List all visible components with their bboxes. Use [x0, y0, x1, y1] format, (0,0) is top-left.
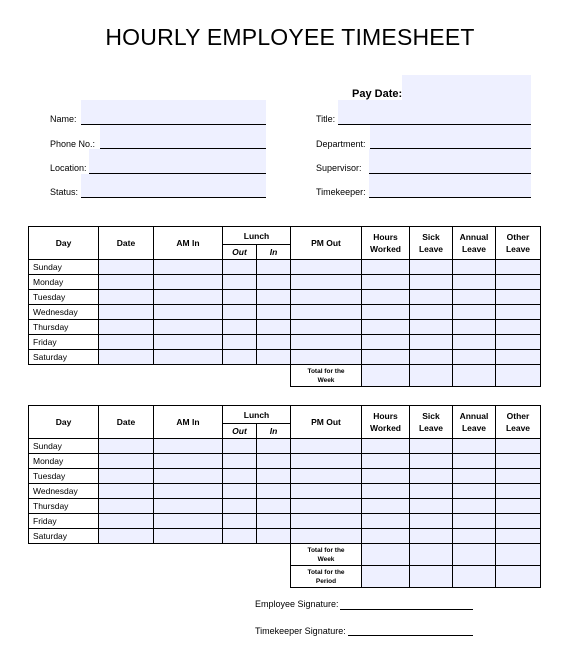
sick-leave-cell[interactable]	[410, 499, 453, 514]
lunch-out-cell[interactable]	[223, 305, 257, 320]
table-row	[29, 305, 541, 320]
timekeeper-label: Timekeeper:	[316, 187, 366, 197]
header-am-in: AM In	[154, 406, 223, 439]
header-day: Day	[29, 406, 99, 439]
week1-rows	[29, 260, 541, 387]
header-other-leave: Other Leave	[496, 227, 541, 260]
period-annual-cell[interactable]	[453, 566, 496, 588]
pm-out-cell[interactable]	[291, 335, 362, 350]
other-leave-cell[interactable]	[496, 529, 541, 544]
lunch-in-cell[interactable]	[257, 320, 291, 335]
am-in-cell[interactable]	[154, 320, 223, 335]
pm-out-cell[interactable]	[291, 290, 362, 305]
pm-out-cell[interactable]	[291, 514, 362, 529]
day-label: Monday	[29, 454, 99, 469]
header-other-leave: Other Leave	[496, 406, 541, 439]
header-annual-leave: Annual Leave	[453, 406, 496, 439]
week2-rows	[29, 439, 541, 588]
lunch-in-cell[interactable]	[257, 469, 291, 484]
header-day: Day	[29, 227, 99, 260]
pm-out-cell[interactable]	[291, 454, 362, 469]
total-week-label: Total for the Week	[291, 544, 362, 566]
header-pm-out: PM Out	[291, 406, 362, 439]
other-leave-cell[interactable]	[496, 469, 541, 484]
other-leave-cell[interactable]	[496, 454, 541, 469]
supervisor-field[interactable]	[369, 149, 531, 174]
hours-worked-cell[interactable]	[362, 305, 410, 320]
lunch-out-cell[interactable]	[223, 320, 257, 335]
name-label: Name:	[50, 114, 77, 124]
pm-out-cell[interactable]	[291, 320, 362, 335]
hours-worked-cell[interactable]	[362, 290, 410, 305]
hours-worked-cell[interactable]	[362, 484, 410, 499]
other-leave-cell[interactable]	[496, 514, 541, 529]
annual-leave-cell[interactable]	[453, 305, 496, 320]
other-leave-cell[interactable]	[496, 439, 541, 454]
day-label: Sunday	[29, 439, 99, 454]
date-cell[interactable]	[99, 335, 154, 350]
period-hours-cell[interactable]	[362, 566, 410, 588]
date-cell[interactable]	[99, 484, 154, 499]
hours-worked-cell[interactable]	[362, 454, 410, 469]
hours-worked-cell[interactable]	[362, 350, 410, 365]
hours-worked-cell[interactable]	[362, 499, 410, 514]
header-lunch-in: In	[257, 245, 291, 260]
date-cell[interactable]	[99, 290, 154, 305]
lunch-out-cell[interactable]	[223, 529, 257, 544]
table-row	[29, 335, 541, 350]
hours-worked-cell[interactable]	[362, 529, 410, 544]
pm-out-cell[interactable]	[291, 305, 362, 320]
total-annual-cell[interactable]	[453, 544, 496, 566]
date-cell[interactable]	[99, 439, 154, 454]
timekeeper-signature-line[interactable]	[348, 635, 473, 636]
header-lunch-out: Out	[223, 245, 257, 260]
sick-leave-cell[interactable]	[410, 335, 453, 350]
table-row	[29, 454, 541, 469]
total-week-label: Total for the Week	[291, 365, 362, 387]
annual-leave-cell[interactable]	[453, 454, 496, 469]
lunch-in-cell[interactable]	[257, 350, 291, 365]
day-label: Friday	[29, 335, 99, 350]
hours-worked-cell[interactable]	[362, 320, 410, 335]
sick-leave-cell[interactable]	[410, 275, 453, 290]
day-label: Saturday	[29, 529, 99, 544]
location-label: Location:	[50, 163, 87, 173]
am-in-cell[interactable]	[154, 439, 223, 454]
date-cell[interactable]	[99, 454, 154, 469]
department-field[interactable]	[370, 125, 531, 149]
timesheet-table-week1	[28, 226, 541, 387]
header-date: Date	[99, 406, 154, 439]
phone-label: Phone No.:	[50, 139, 96, 149]
day-label: Thursday	[29, 320, 99, 335]
header-lunch: Lunch	[223, 227, 291, 245]
name-field[interactable]	[81, 100, 266, 125]
annual-leave-cell[interactable]	[453, 290, 496, 305]
annual-leave-cell[interactable]	[453, 335, 496, 350]
header-am-in: AM In	[154, 227, 223, 260]
table-row	[29, 439, 541, 454]
header-lunch-out: Out	[223, 424, 257, 439]
pm-out-cell[interactable]	[291, 469, 362, 484]
period-sick-cell[interactable]	[410, 566, 453, 588]
header-date: Date	[99, 227, 154, 260]
other-leave-cell[interactable]	[496, 335, 541, 350]
sick-leave-cell[interactable]	[410, 290, 453, 305]
lunch-in-cell[interactable]	[257, 275, 291, 290]
page-title: HOURLY EMPLOYEE TIMESHEET	[105, 24, 475, 50]
lunch-out-cell[interactable]	[223, 499, 257, 514]
annual-leave-cell[interactable]	[453, 469, 496, 484]
sick-leave-cell[interactable]	[410, 469, 453, 484]
total-annual-cell[interactable]	[453, 365, 496, 387]
date-cell[interactable]	[99, 260, 154, 275]
day-label: Tuesday	[29, 290, 99, 305]
table-row	[29, 260, 541, 275]
lunch-out-cell[interactable]	[223, 469, 257, 484]
am-in-cell[interactable]	[154, 260, 223, 275]
day-label: Saturday	[29, 350, 99, 365]
annual-leave-cell[interactable]	[453, 350, 496, 365]
date-cell[interactable]	[99, 320, 154, 335]
am-in-cell[interactable]	[154, 529, 223, 544]
lunch-out-cell[interactable]	[223, 439, 257, 454]
lunch-out-cell[interactable]	[223, 260, 257, 275]
status-field[interactable]	[81, 174, 266, 198]
sick-leave-cell[interactable]	[410, 529, 453, 544]
hours-worked-cell[interactable]	[362, 514, 410, 529]
header-hours-worked: Hours Worked	[362, 406, 410, 439]
pm-out-cell[interactable]	[291, 529, 362, 544]
day-label: Wednesday	[29, 305, 99, 320]
other-leave-cell[interactable]	[496, 290, 541, 305]
header-sick-leave: Sick Leave	[410, 406, 453, 439]
sick-leave-cell[interactable]	[410, 350, 453, 365]
location-field[interactable]	[89, 149, 266, 174]
lunch-in-cell[interactable]	[257, 305, 291, 320]
annual-leave-cell[interactable]	[453, 260, 496, 275]
header-sick-leave: Sick Leave	[410, 227, 453, 260]
table-row	[29, 275, 541, 290]
lunch-out-cell[interactable]	[223, 290, 257, 305]
pm-out-cell[interactable]	[291, 350, 362, 365]
lunch-in-cell[interactable]	[257, 439, 291, 454]
date-cell[interactable]	[99, 275, 154, 290]
total-period-label: Total for the Period	[291, 566, 362, 588]
annual-leave-cell[interactable]	[453, 484, 496, 499]
day-label: Tuesday	[29, 469, 99, 484]
hours-worked-cell[interactable]	[362, 439, 410, 454]
lunch-in-cell[interactable]	[257, 484, 291, 499]
annual-leave-cell[interactable]	[453, 275, 496, 290]
pm-out-cell[interactable]	[291, 499, 362, 514]
am-in-cell[interactable]	[154, 335, 223, 350]
period-other-cell[interactable]	[496, 566, 541, 588]
am-in-cell[interactable]	[154, 305, 223, 320]
day-label: Wednesday	[29, 484, 99, 499]
am-in-cell[interactable]	[154, 514, 223, 529]
hours-worked-cell[interactable]	[362, 260, 410, 275]
lunch-in-cell[interactable]	[257, 290, 291, 305]
lunch-in-cell[interactable]	[257, 514, 291, 529]
lunch-in-cell[interactable]	[257, 454, 291, 469]
header-lunch-in: In	[257, 424, 291, 439]
timekeeper-signature-label: Timekeeper Signature:	[255, 626, 346, 636]
pm-out-cell[interactable]	[291, 275, 362, 290]
other-leave-cell[interactable]	[496, 484, 541, 499]
status-label: Status:	[50, 187, 79, 197]
other-leave-cell[interactable]	[496, 350, 541, 365]
day-label: Friday	[29, 514, 99, 529]
lunch-in-cell[interactable]	[257, 529, 291, 544]
lunch-out-cell[interactable]	[223, 275, 257, 290]
table-row	[29, 320, 541, 335]
annual-leave-cell[interactable]	[453, 320, 496, 335]
employee-signature-label: Employee Signature:	[255, 599, 339, 609]
header-annual-leave: Annual Leave	[453, 227, 496, 260]
phone-field[interactable]	[100, 125, 266, 149]
lunch-out-cell[interactable]	[223, 350, 257, 365]
total-other-cell[interactable]	[496, 365, 541, 387]
total-week-row	[29, 544, 541, 566]
annual-leave-cell[interactable]	[453, 514, 496, 529]
day-label: Monday	[29, 275, 99, 290]
am-in-cell[interactable]	[154, 499, 223, 514]
department-label: Department:	[316, 139, 366, 149]
sick-leave-cell[interactable]	[410, 260, 453, 275]
pm-out-cell[interactable]	[291, 484, 362, 499]
other-leave-cell[interactable]	[496, 499, 541, 514]
timesheet-table-week2	[28, 405, 541, 588]
sick-leave-cell[interactable]	[410, 439, 453, 454]
date-cell[interactable]	[99, 499, 154, 514]
total-week-row	[29, 365, 541, 387]
annual-leave-cell[interactable]	[453, 499, 496, 514]
am-in-cell[interactable]	[154, 469, 223, 484]
day-label: Thursday	[29, 499, 99, 514]
table-row	[29, 484, 541, 499]
sick-leave-cell[interactable]	[410, 320, 453, 335]
hours-worked-cell[interactable]	[362, 469, 410, 484]
sick-leave-cell[interactable]	[410, 484, 453, 499]
annual-leave-cell[interactable]	[453, 529, 496, 544]
total-other-cell[interactable]	[496, 544, 541, 566]
sick-leave-cell[interactable]	[410, 454, 453, 469]
date-cell[interactable]	[99, 514, 154, 529]
am-in-cell[interactable]	[154, 275, 223, 290]
lunch-out-cell[interactable]	[223, 335, 257, 350]
lunch-in-cell[interactable]	[257, 499, 291, 514]
annual-leave-cell[interactable]	[453, 439, 496, 454]
am-in-cell[interactable]	[154, 484, 223, 499]
total-period-row	[29, 566, 541, 588]
am-in-cell[interactable]	[154, 350, 223, 365]
table-row	[29, 290, 541, 305]
other-leave-cell[interactable]	[496, 260, 541, 275]
title-field[interactable]	[338, 100, 531, 125]
pm-out-cell[interactable]	[291, 439, 362, 454]
table-row	[29, 514, 541, 529]
lunch-in-cell[interactable]	[257, 260, 291, 275]
date-cell[interactable]	[99, 350, 154, 365]
total-sick-cell[interactable]	[410, 365, 453, 387]
date-cell[interactable]	[99, 469, 154, 484]
sick-leave-cell[interactable]	[410, 305, 453, 320]
employee-signature-line[interactable]	[340, 609, 473, 610]
lunch-out-cell[interactable]	[223, 454, 257, 469]
other-leave-cell[interactable]	[496, 305, 541, 320]
table-row	[29, 529, 541, 544]
other-leave-cell[interactable]	[496, 320, 541, 335]
hours-worked-cell[interactable]	[362, 335, 410, 350]
day-label: Sunday	[29, 260, 99, 275]
total-hours-cell[interactable]	[362, 544, 410, 566]
lunch-out-cell[interactable]	[223, 484, 257, 499]
am-in-cell[interactable]	[154, 454, 223, 469]
header-pm-out: PM Out	[291, 227, 362, 260]
total-sick-cell[interactable]	[410, 544, 453, 566]
sick-leave-cell[interactable]	[410, 514, 453, 529]
hours-worked-cell[interactable]	[362, 275, 410, 290]
date-cell[interactable]	[99, 529, 154, 544]
header-lunch: Lunch	[223, 406, 291, 424]
pay-date-field[interactable]	[402, 75, 531, 101]
am-in-cell[interactable]	[154, 290, 223, 305]
date-cell[interactable]	[99, 305, 154, 320]
pm-out-cell[interactable]	[291, 260, 362, 275]
lunch-out-cell[interactable]	[223, 514, 257, 529]
header-hours-worked: Hours Worked	[362, 227, 410, 260]
table-row	[29, 469, 541, 484]
table-row	[29, 499, 541, 514]
supervisor-label: Supervisor:	[316, 163, 362, 173]
table-row	[29, 350, 541, 365]
lunch-in-cell[interactable]	[257, 335, 291, 350]
pay-date-label: Pay Date:	[352, 88, 403, 100]
total-hours-cell[interactable]	[362, 365, 410, 387]
timekeeper-field[interactable]	[369, 174, 531, 198]
other-leave-cell[interactable]	[496, 275, 541, 290]
title-label: Title:	[316, 114, 336, 124]
